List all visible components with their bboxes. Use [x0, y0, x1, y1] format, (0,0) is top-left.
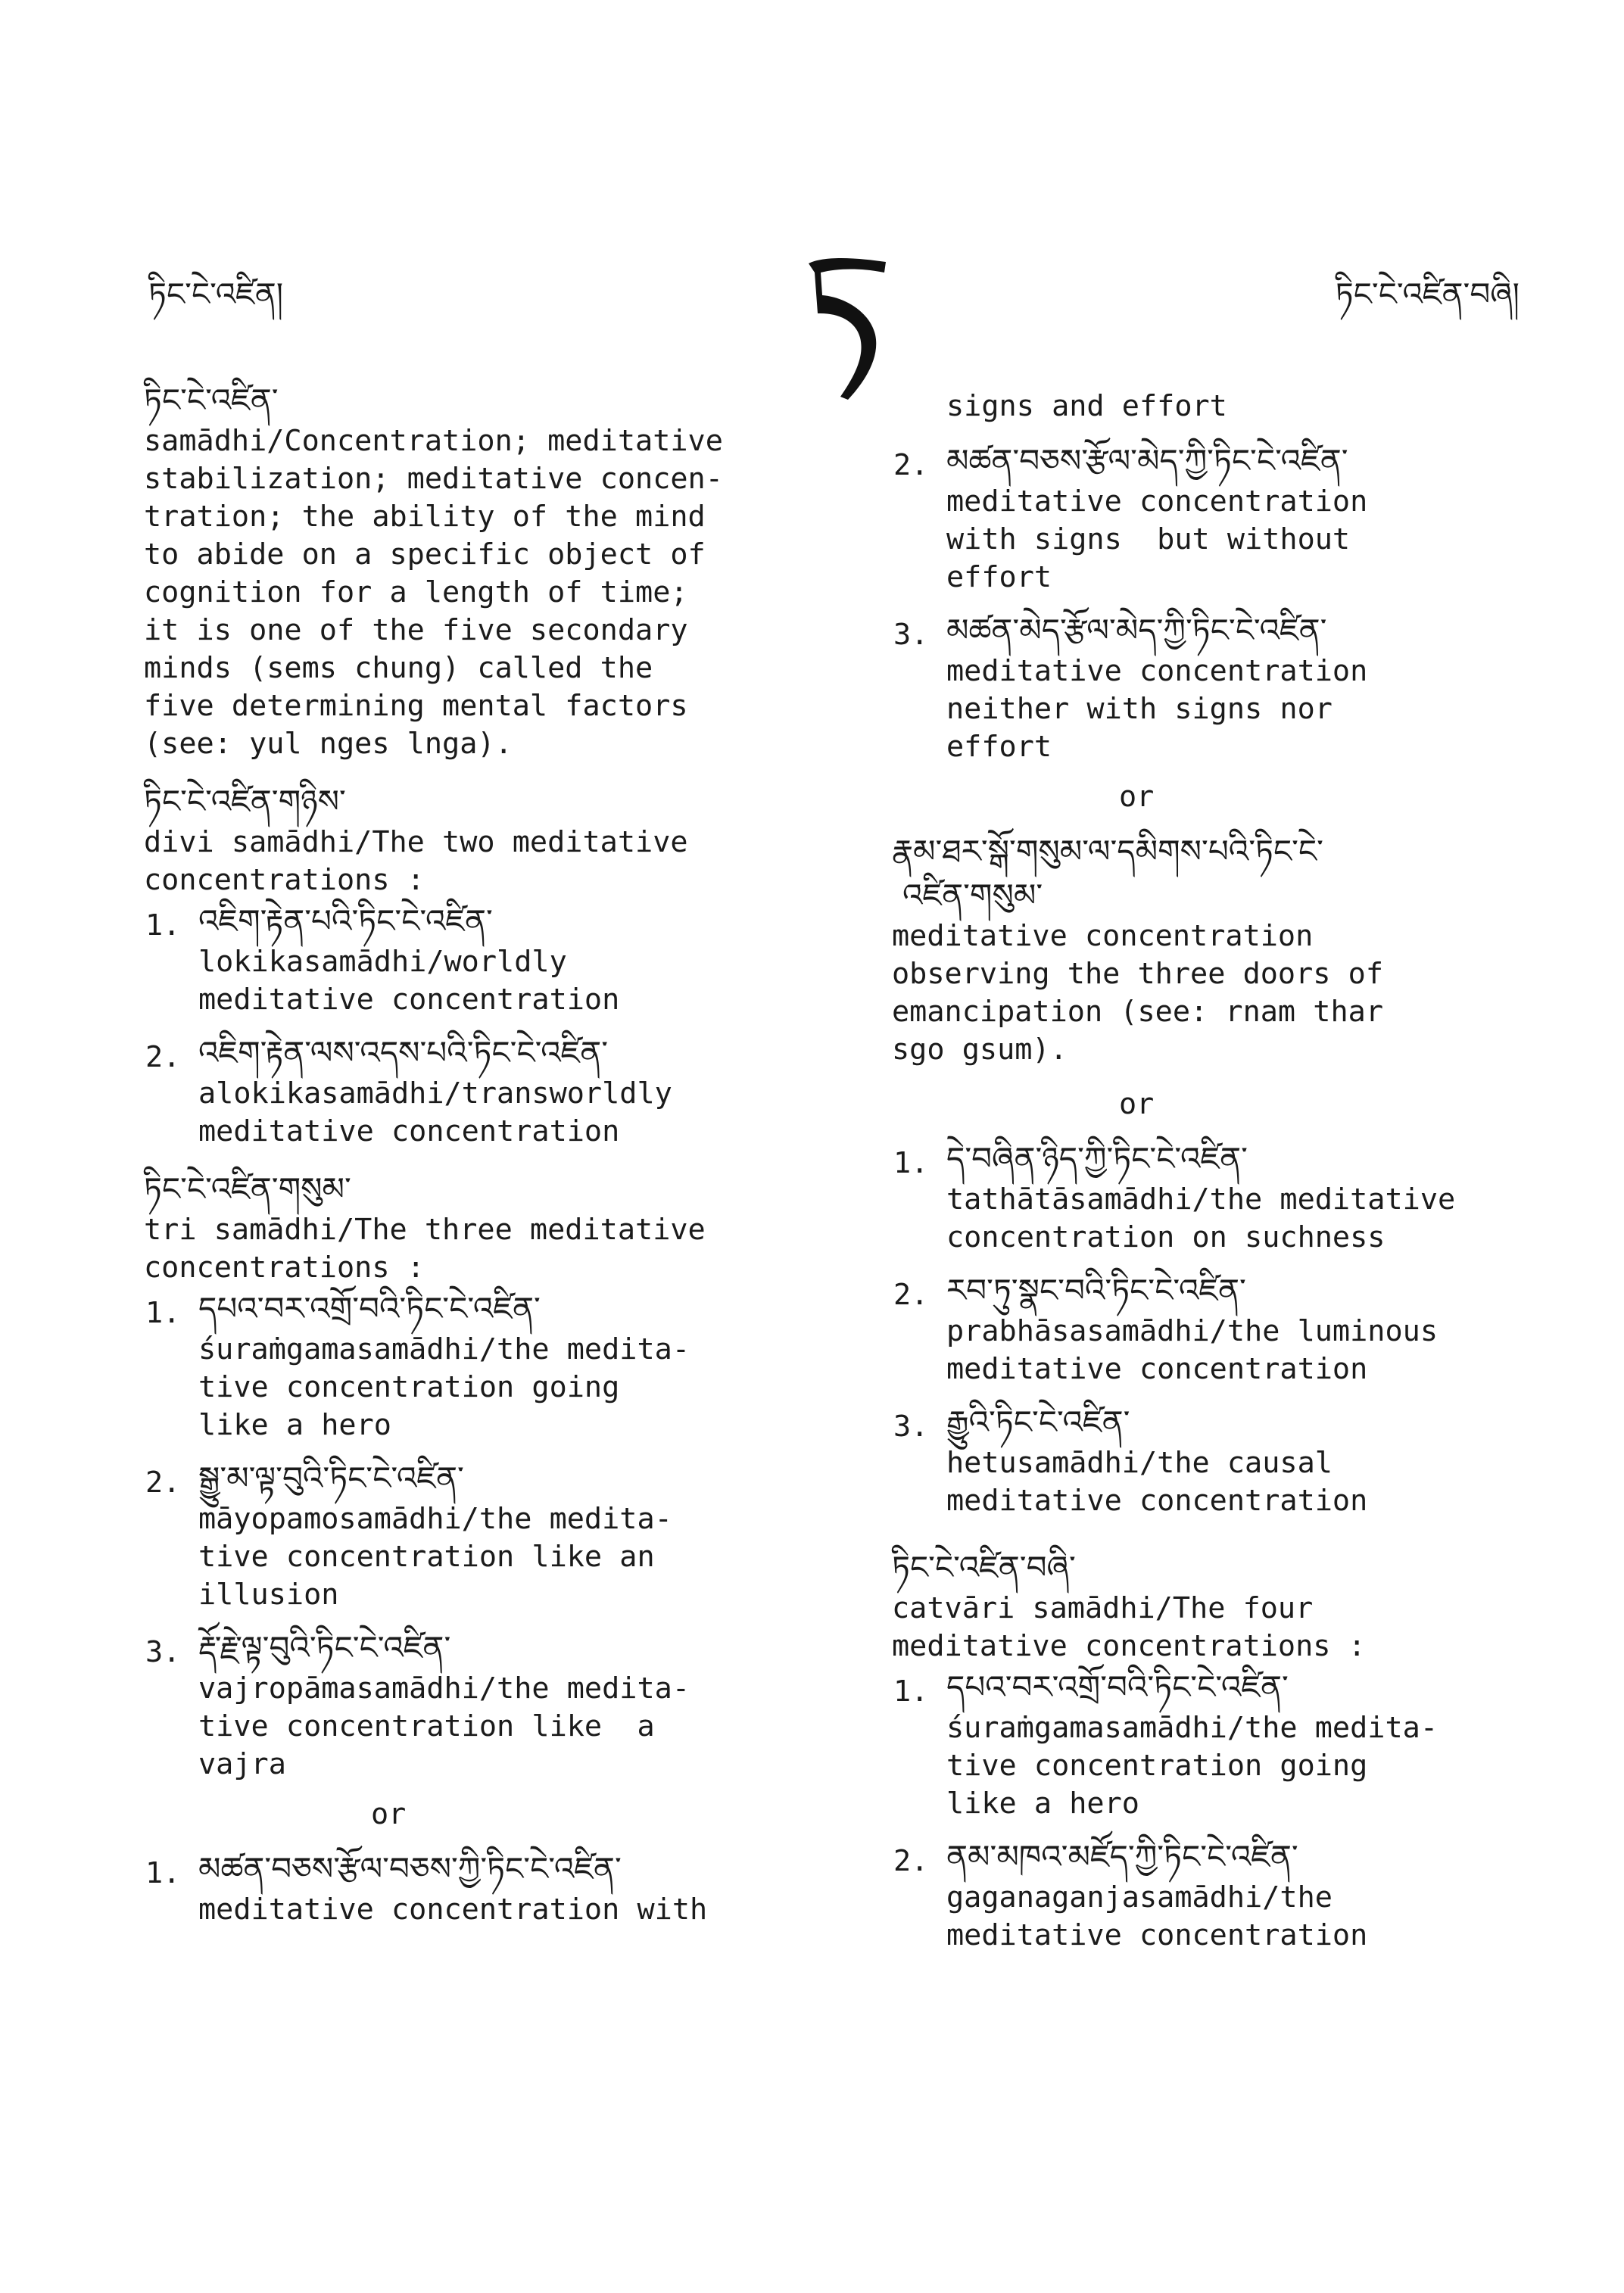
list-item [144, 1847, 871, 1929]
item-line: like a hero [198, 1408, 391, 1442]
item-tibetan: འཇིག་རྟེན་ལས་འདས་པའི་ཏིང་ངེ་འཛིན་ [198, 1034, 609, 1071]
definition-line: minds (sems chung) called the [144, 651, 653, 685]
item-tibetan: རྒྱུའི་ཏིང་ངེ་འཛིན་ [946, 1404, 1130, 1441]
item-tibetan: དཔའ་བར་འགྲོ་བའི་ཏིང་ངེ་འཛིན་ [946, 1668, 1289, 1706]
item-line: tive concentration like a [198, 1709, 655, 1743]
item-number: 3. [893, 1410, 929, 1444]
item-line: māyopamosamādhi/the medita- [198, 1502, 672, 1536]
item-line: tive concentration going [198, 1370, 620, 1404]
item-line: meditative concentration [946, 1352, 1368, 1386]
item-tibetan: ནམ་མཁའ་མཛོད་ཀྱི་ཏིང་ངེ་འཛིན་ [946, 1838, 1298, 1875]
item-line: tive concentration going [946, 1749, 1368, 1783]
item-line: meditative concentration [946, 654, 1368, 688]
item-line: alokikasamādhi/transworldly [198, 1076, 672, 1111]
definition-line: meditative concentration [892, 919, 1314, 953]
definition-line: stabilization; meditative concen- [144, 462, 723, 496]
entry-headword: ཏིང་ངེ་འཛིན་གཉིས་ [144, 783, 346, 820]
entry-two-concentrations [144, 780, 871, 1151]
definition-line: meditative concentrations : [892, 1629, 1366, 1663]
list-item [144, 1456, 871, 1614]
item-line: meditative concentration [946, 1484, 1368, 1518]
running-header-left: ཏིང་ངེ་འཛིན། [148, 276, 284, 313]
list-item [892, 1400, 1619, 1520]
item-line: lokikasamādhi/worldly [198, 945, 567, 979]
item-line: śuraṁgamasamādhi/the medita- [946, 1711, 1439, 1745]
definition-line: concentrations : [144, 1251, 425, 1285]
entry-headword: རྣམ་ཐར་སྒོ་གསུམ་ལ་དམིགས་པའི་ཏིང་ངེ་ [892, 833, 1323, 870]
or-separator: or [1119, 780, 1155, 814]
list-item [144, 899, 871, 1019]
item-line: with signs but without [946, 522, 1351, 556]
definition-line: five determining mental factors [144, 689, 688, 723]
list-item [892, 1665, 1619, 1823]
item-line: hetusamādhi/the causal [946, 1446, 1333, 1480]
definition-line: emancipation (see: rnam thar [892, 995, 1384, 1029]
item-line: meditative concentration [946, 1918, 1368, 1952]
item-line: effort [946, 560, 1052, 594]
item-tibetan: སྒྱུ་མ་ལྟ་བུའི་ཏིང་ངེ་འཛིན་ [198, 1460, 464, 1497]
item-line: tathātāsamādhi/the meditative [946, 1182, 1456, 1217]
definition-line: tration; the ability of the mind [144, 500, 706, 534]
item-tibetan: རྡོ་རྗེ་ལྟ་བུའི་ཏིང་ངེ་འཛིན་ [198, 1629, 451, 1666]
item-number: 1. [893, 1146, 929, 1180]
item-tibetan: དེ་བཞིན་ཉིད་ཀྱི་ཏིང་ངེ་འཛིན་ [946, 1140, 1248, 1177]
item-line: effort [946, 730, 1052, 764]
item-line: neither with signs nor [946, 692, 1333, 726]
right-column [892, 388, 1619, 1971]
entry-four-concentrations [892, 1546, 1619, 1955]
item-tibetan: འཇིག་རྟེན་པའི་ཏིང་ངེ་འཛིན་ [198, 902, 493, 939]
item-line: vajra [198, 1747, 286, 1781]
item-tibetan: དཔའ་བར་འགྲོ་བའི་ཏིང་ངེ་འཛིན་ [198, 1290, 541, 1327]
item-line: gaganaganjasamādhi/the [946, 1880, 1333, 1914]
list-item [892, 1137, 1619, 1257]
item-line: meditative concentration [946, 484, 1368, 519]
item-line: tive concentration like an [198, 1540, 655, 1574]
item-line: illusion [198, 1578, 339, 1612]
item-tibetan: མཚན་བཅས་རྩོལ་མེད་ཀྱི་ཏིང་ངེ་འཛིན་ [946, 442, 1348, 479]
entry-headword: ཏིང་ངེ་འཛིན་ [144, 382, 279, 419]
definition-line: tri samādhi/The three meditative [144, 1213, 706, 1247]
item-line: meditative concentration with [198, 1893, 708, 1927]
list-item [144, 1287, 871, 1444]
item-number: 3. [893, 618, 929, 652]
or-separator: or [371, 1797, 407, 1831]
definition-line: concentrations : [144, 863, 425, 897]
item-tibetan: མཚན་བཅས་རྩོལ་བཅས་ཀྱི་ཏིང་ངེ་འཛིན་ [198, 1850, 622, 1887]
entry-three-concentrations [144, 1167, 871, 1929]
item-number: 2. [145, 1040, 181, 1074]
definition-line: sgo gsum). [892, 1033, 1068, 1067]
entry-samadhi [144, 379, 871, 763]
item-line: meditative concentration [198, 983, 620, 1017]
item-number: 1. [145, 908, 181, 942]
list-item [892, 439, 1619, 597]
or-separator: or [1119, 1087, 1155, 1121]
item-tibetan: རབ་ཏུ་སྣང་བའི་ཏིང་ངེ་འཛིན་ [946, 1272, 1246, 1309]
item-number: 1. [893, 1675, 929, 1709]
item-line: vajropāmasamādhi/the medita- [198, 1671, 690, 1706]
continued-line: signs and effort [946, 389, 1227, 423]
list-item [892, 609, 1619, 766]
list-item [144, 1626, 871, 1784]
item-number: 2. [145, 1466, 181, 1500]
definition-line: divi samādhi/The two meditative [144, 825, 688, 859]
item-number: 3. [145, 1635, 181, 1669]
entry-headword-cont: འཛིན་གསུམ་ [902, 877, 1043, 914]
running-header-right: ཏིང་ངེ་འཛིན་བཞི། [1335, 276, 1520, 313]
item-number: 2. [893, 1278, 929, 1312]
entry-three-doors [892, 830, 1619, 1069]
list-item [892, 1269, 1619, 1388]
item-tibetan: མཚན་མེད་རྩོལ་མེད་ཀྱི་ཏིང་ངེ་འཛིན་ [946, 612, 1327, 649]
list-item [892, 1835, 1619, 1955]
definition-line: it is one of the five secondary [144, 613, 688, 647]
item-line: concentration on suchness [946, 1220, 1386, 1254]
item-number: 1. [145, 1856, 181, 1890]
item-number: 2. [893, 1844, 929, 1878]
list-item [144, 1031, 871, 1151]
definition-line: cognition for a length of time; [144, 575, 688, 609]
left-column [144, 379, 871, 1946]
item-number: 2. [893, 448, 929, 482]
definition-line: samādhi/Concentration; meditative [144, 424, 723, 458]
item-line: like a hero [946, 1787, 1139, 1821]
definition-line: (see: yul nges lnga). [144, 727, 513, 761]
item-line: meditative concentration [198, 1114, 620, 1148]
definition-line: to abide on a specific object of [144, 537, 706, 572]
definition-line: observing the three doors of [892, 957, 1384, 991]
item-number: 1. [145, 1296, 181, 1330]
entry-headword: ཏིང་ངེ་འཛིན་གསུམ་ [144, 1170, 351, 1207]
item-line: śuraṁgamasamādhi/the medita- [198, 1332, 690, 1366]
definition-line: catvāri samādhi/The four [892, 1591, 1314, 1625]
item-line: prabhāsasamādhi/the luminous [946, 1314, 1439, 1348]
entry-headword: ཏིང་ངེ་འཛིན་བཞི་ [892, 1549, 1076, 1586]
